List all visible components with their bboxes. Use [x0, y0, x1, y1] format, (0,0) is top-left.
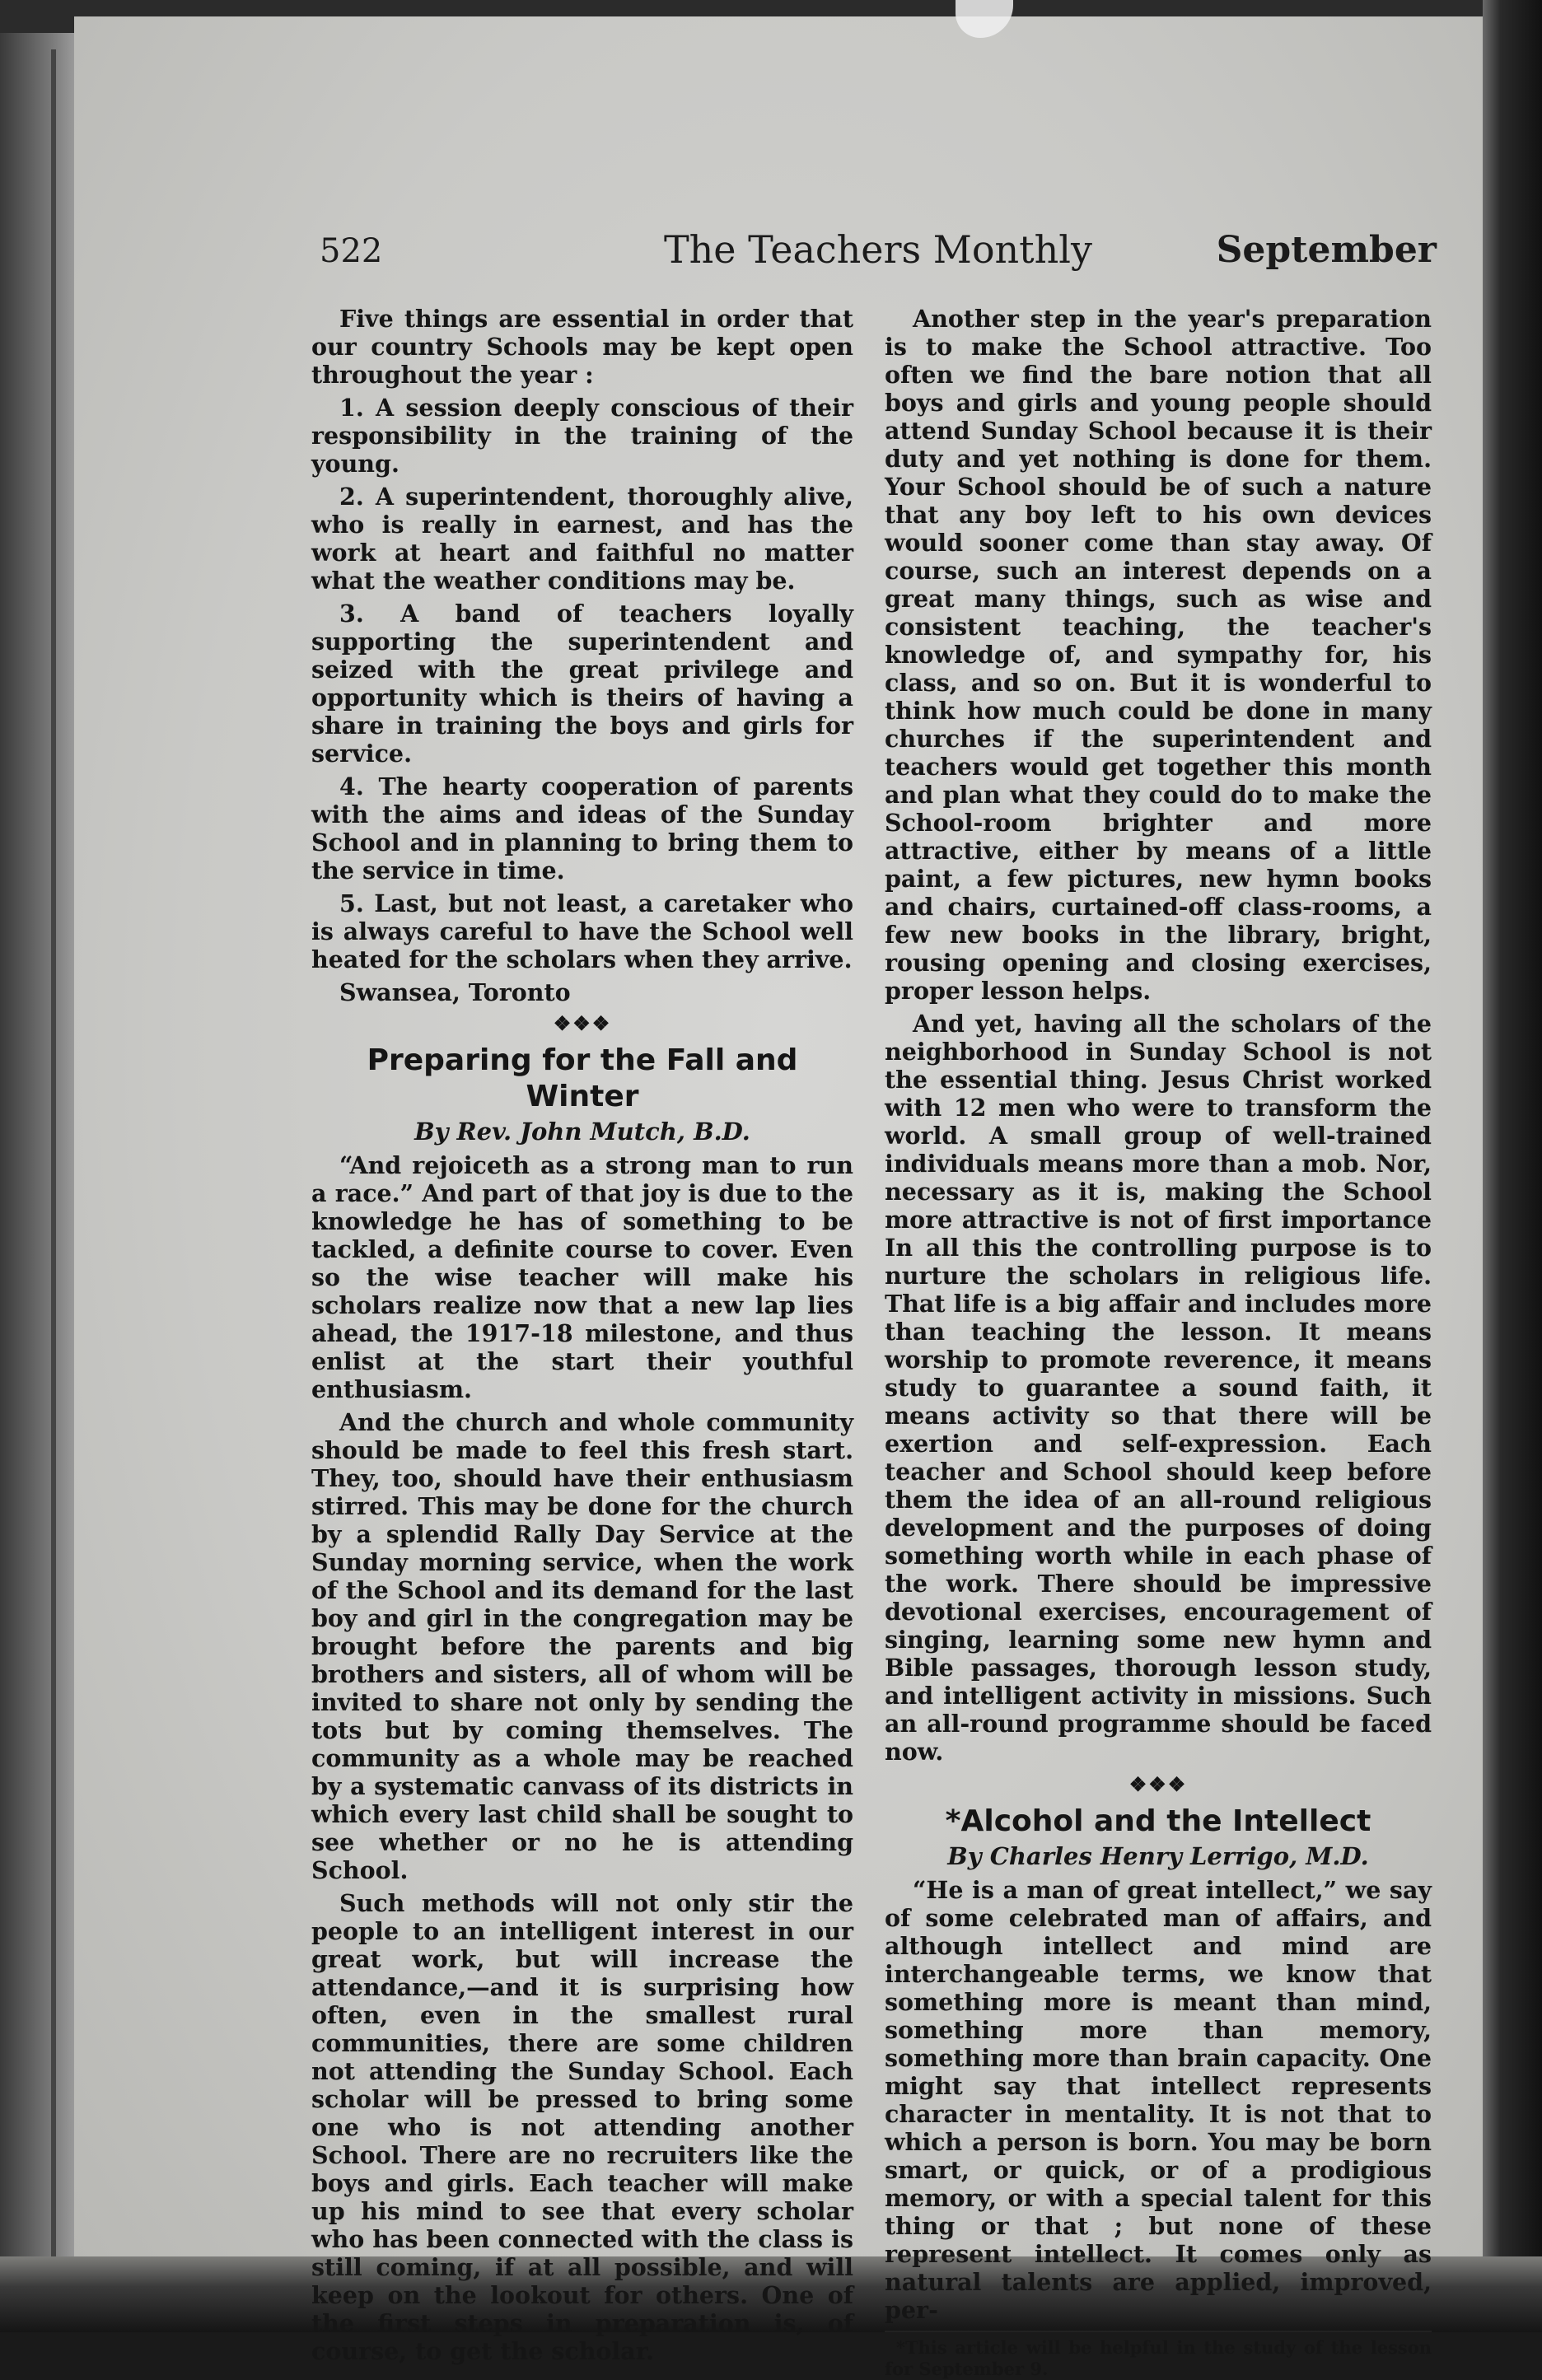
section-ornament: ❖❖❖ — [1128, 1772, 1188, 1796]
body-paragraph: “He is a man of great intellect,” we say of some celebrated man of affairs, and although intellect and mind are interchangeable terms, we know that something more is meant than mind, something more than memory, something more than brain capacity. One might say that intellect represents character in mentality. It is not that to which a person is born. You may be born smart, or quick, or of a prodigious memory, or with a special talent for this thing or that ; but none of these represent intellect. It comes only as natural talents are applied, improved, per- — [885, 1876, 1432, 2324]
journal-title: The Teachers Monthly — [664, 227, 1092, 272]
section-ornament: ❖❖❖ — [553, 1011, 612, 1035]
article-byline: By Rev. John Mutch, B.D. — [414, 1118, 750, 1146]
essential-point: 3. A band of teachers loyally supporting the superintendent and seized with the great privilege and opportunity which is theirs of having a share in training the boys and girls for service. — [311, 600, 853, 768]
article-title: Preparing for the Fall and Winter — [367, 1043, 798, 1113]
body-paragraph: Another step in the year's preparation is to make the School attractive. Too often we find the bare notion that all boys and girls and young people should attend Sunday School because it is their duty and yet nothing is done for them. Your School should be of such a nature that any boy left to his own devices would sooner come than stay away. Of course, such an interest depends on a great many things, such as wise and consistent teaching, the teacher's knowledge of, and sympathy for, his class, and so on. But it is wonderful to think how much could be done in many churches if the superintendent and teachers would get together this month and plan what they could do to make the School-room brighter and more attractive, either by means of a little paint, a few pictures, new hymn books and chairs, curtained-off class-rooms, a few new books in the library, bright, rousing opening and closing exercises, proper lesson helps. — [885, 305, 1432, 1005]
essential-point: 5. Last, but not least, a caretaker who is always careful to have the School well heated for the scholars when they arrive. — [311, 889, 853, 973]
essential-point: 1. A session deeply conscious of their responsibility in the training of the young. — [311, 394, 853, 478]
binding-line — [51, 49, 56, 2273]
running-head — [320, 222, 1437, 280]
essential-point: 4. The hearty cooperation of parents with the aims and ideas of the Sunday School and in planning to bring them to the service in time. — [311, 772, 853, 884]
body-paragraph: “And rejoiceth as a strong man to run a race.” And part of that joy is due to the knowledge he has of something to be tackled, a definite course to cover. Even so the wise teacher will make his scholars realize now that a new lap lies ahead, the 1917-18 milestone, and thus enlist at the start their youthful enthusiasm. — [311, 1151, 853, 1403]
article-title: *Alcohol and the Intellect — [945, 1804, 1371, 1838]
binding-edge — [0, 33, 74, 2289]
body-paragraph: Such methods will not only stir the people to an intelligent interest in our great work, but will increase the attendance,—and it is surprising how often, even in the smallest rural communities, there are some children not attending the Sunday School. Each scholar will be pressed to bring some one who is not attending another School. There are no recruiters like the boys and girls. Each teacher will make up his mind to see that every scholar who has been connected with the class is still coming, if at all possible, and will keep on the lookout for others. One of the first steps in preparation is, of course, to get the scholar. — [311, 1889, 853, 2365]
footnote-rule — [885, 2331, 1432, 2332]
right-page-shadow — [1483, 0, 1542, 2332]
intro-paragraph: Five things are essential in order that our country Schools may be kept open throughout the year : — [311, 305, 853, 389]
footnote: *This article will be helpful in the study of the lesson for September 9. — [885, 2337, 1432, 2379]
article-byline: By Charles Henry Lerrigo, M.D. — [947, 1842, 1369, 1870]
issue-month: September — [1216, 229, 1437, 271]
left-column — [311, 305, 853, 2370]
essential-point: 2. A superintendent, thoroughly alive, who is really in earnest, and has the work at heart and faithful no matter what the weather conditions may be. — [311, 483, 853, 595]
author-location: Swansea, Toronto — [339, 978, 571, 1006]
body-paragraph: And yet, having all the scholars of the neighborhood in Sunday School is not the essential thing. Jesus Christ worked with 12 men who were to transform the world. A small group of well-trained individuals means more than a mob. Nor, necessary as it is, making the School more attractive is not of first importance In all this the controlling purpose is to nurture the scholars in religious life. That life is a big affair and includes more than teaching the lesson. It means worship to promote reverence, it means study to guarantee a sound faith, it means activity so that there will be exertion and self-expression. Each teacher and School should keep before them the idea of an all-round religious development and the purposes of doing something worth while in each phase of the work. There should be impressive devotional exercises, encouragement of singing, learning some new hymn and Bible passages, thorough lesson study, and intelligent activity in missions. Such an all-round programme should be faced now. — [885, 1010, 1432, 1766]
page-number: 522 — [320, 232, 383, 270]
right-column — [885, 305, 1432, 2380]
body-paragraph: And the church and whole community should be made to feel this fresh start. They, too, should have their enthusiasm stirred. This may be done for the church by a splendid Rally Day Service at the Sunday morning service, when the work of the School and its demand for the last boy and girl in the congregation may be brought before the parents and big brothers and sisters, all of whom will be invited to share not only by sending the tots but by coming themselves. The community as a whole may be reached by a systematic canvass of its districts in which every last child shall be sought to see whether or no he is attending School. — [311, 1408, 853, 1884]
